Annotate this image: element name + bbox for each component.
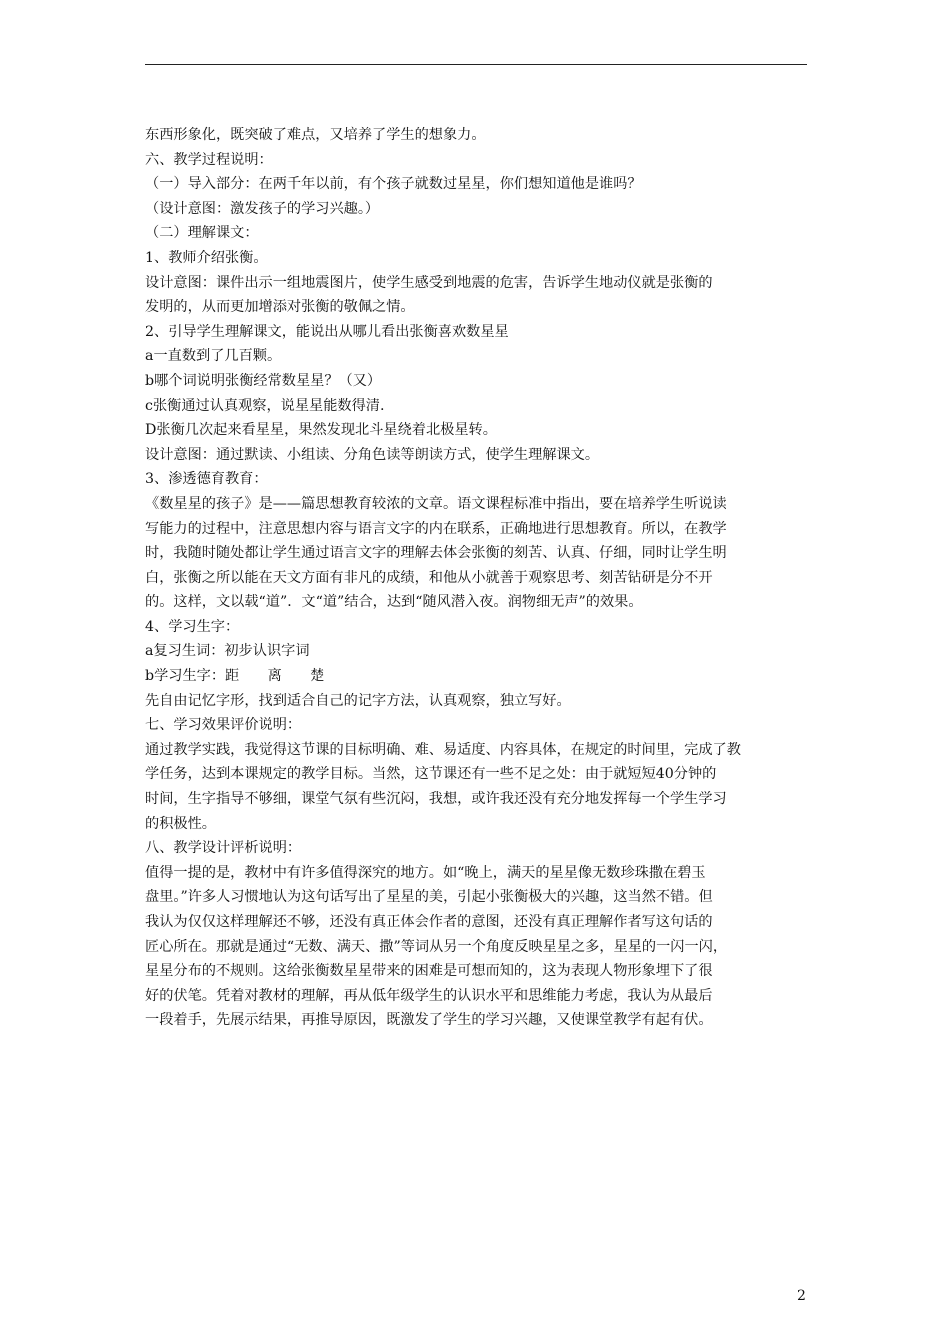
text-line: 七、学习效果评价说明： bbox=[145, 717, 302, 734]
text-line: 匠心所在。那就是通过“无数、满天、撒”等词从另一个角度反映星星之多，星星的一闪一闪， bbox=[145, 938, 728, 955]
text-line: 东西形象化，既突破了难点，又培养了学生的想象力。 bbox=[145, 127, 486, 143]
text-line: 写能力的过程中，注意思想内容与语言文字的内在联系，正确地进行思想教育。所以，在教学 bbox=[145, 520, 727, 537]
text-line: 一段着手，先展示结果，再推导原因，既激发了学生的学习兴趣，又使课堂教学有起有伏。 bbox=[145, 1012, 713, 1029]
text-line: 4、学习生字： bbox=[145, 618, 240, 635]
text-line: 我认为仅仅这样理解还不够，还没有真正体会作者的意图，还没有真正理解作者写这句话的 bbox=[145, 914, 713, 930]
page-number: 2 bbox=[797, 1288, 806, 1304]
text-line: 六、教学过程说明： bbox=[145, 151, 273, 168]
text-line: b哪个词说明张衡经常数星星？（又） bbox=[145, 372, 382, 389]
text-line: 时间，生字指导不够细，课堂气氛有些沉闷，我想，或许我还没有充分地发挥每一个学生学习 bbox=[145, 791, 727, 808]
text-line: 2、引导学生理解课文，能说出从哪儿看出张衡喜欢数星星 bbox=[145, 323, 509, 340]
text-line: 好的伏笔。凭着对教材的理解，再从低年级学生的认识水平和思维能力考虑，我认为从最后 bbox=[145, 987, 713, 1004]
text-line: 设计意图：通过默读、小组读、分角色读等朗读方式，使学生理解课文。 bbox=[145, 446, 600, 463]
text-line: 盘里。”许多人习惯地认为这句话写出了星星的美，引起小张衡极大的兴趣，这当然不错。但 bbox=[145, 889, 713, 906]
text-line: （一）导入部分：在两千年以前，有个孩子就数过星星，你们想知道他是谁吗？ bbox=[145, 176, 642, 193]
text-line: 的。这样，文以载“道”．文“道”结合，达到“随风潜入夜。润物细无声”的效果。 bbox=[145, 594, 643, 611]
text-line: 设计意图：课件出示一组地震图片，使学生感受到地震的危害，告诉学生地动仪就是张衡的 bbox=[145, 274, 713, 291]
text-line: 八、教学设计评析说明： bbox=[145, 840, 302, 857]
text-line: 先自由记忆字形，找到适合自己的记字方法，认真观察，独立写好。 bbox=[145, 692, 571, 709]
text-line: 星星分布的不规则。这给张衡数星星带来的困难是可想而知的，这为表现人物形象埋下了很 bbox=[145, 963, 713, 980]
text-line: 发明的，从而更加增添对张衡的敬佩之情。 bbox=[145, 299, 415, 316]
text-line: 学任务，达到本课规定的教学目标。当然，这节课还有一些不足之处：由于就短短40分钟的 bbox=[145, 766, 717, 783]
text-line: 1、教师介绍张衡。 bbox=[145, 249, 268, 266]
text-line: c张衡通过认真观察，说星星能数得清. bbox=[145, 397, 385, 414]
text-line: D张衡几次起来看星星，果然发现北斗星绕着北极星转。 bbox=[145, 422, 497, 439]
text-line: （二）理解课文： bbox=[145, 225, 259, 242]
document-body bbox=[145, 123, 809, 1033]
text-line: 《数星星的孩子》是——篇思想教育较浓的文章。语文课程标准中指出，要在培养学生听说读 bbox=[145, 495, 727, 512]
text-line: （设计意图：激发孩子的学习兴趣。） bbox=[145, 200, 380, 217]
text-line: 值得一提的是，教材中有许多值得深究的地方。如“晚上，满天的星星像无数珍珠撒在碧玉 bbox=[145, 864, 706, 881]
header-rule bbox=[145, 64, 807, 65]
text-line: b学习生字：距 离 楚 bbox=[145, 668, 325, 685]
text-line: 白，张衡之所以能在天文方面有非凡的成绩，和他从小就善于观察思考、刻苦钻研是分不开 bbox=[145, 569, 713, 586]
text-line: 通过教学实践，我觉得这节课的目标明确、难、易适度、内容具体，在规定的时间里，完成了教 bbox=[145, 741, 741, 758]
text-line: 的积极性。 bbox=[145, 815, 216, 832]
text-line: 时，我随时随处都让学生通过语言文字的理解去体会张衡的刻苦、认真、仔细，同时让学生明 bbox=[145, 545, 727, 562]
text-line: a一直数到了几百颗。 bbox=[145, 348, 282, 365]
text-line: a复习生词：初步认识字词 bbox=[145, 643, 310, 660]
text-line: 3、渗透德育教育： bbox=[145, 471, 268, 488]
